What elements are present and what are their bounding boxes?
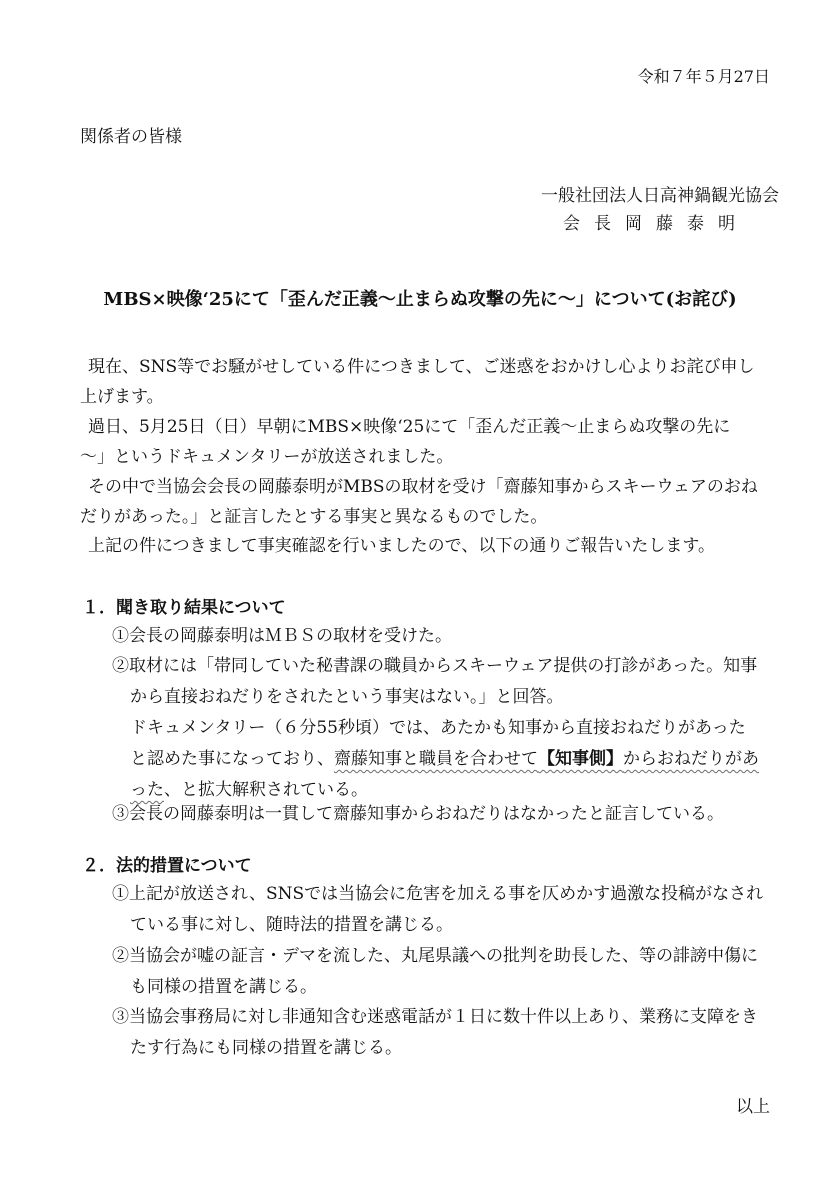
section-2-item-2-line-2: も同様の措置を講じる。 xyxy=(130,977,317,997)
intro-paragraph-3 xyxy=(80,472,765,532)
section-1-item-3-text: ③会長の岡藤泰明は一貫して齋藤知事からおねだりはなかったと証言している。 xyxy=(112,804,724,824)
closing-remark: 以上 xyxy=(736,1097,770,1117)
section-1-item-2-line-2: から直接おねだりをされたという事実はない。」と回答。 xyxy=(130,687,564,707)
emphasis-underlined-part-a: 齋藤知事と職員を合わせて xyxy=(334,749,538,769)
intro-paragraph-3-line-2: だりがあった。」と証言したとする事実と異なるものでした。 xyxy=(80,507,548,527)
intro-paragraph-3-line-1: その中で当協会会長の岡藤泰明がMBSの取材を受け「齋藤知事からスキーウェアのおね xyxy=(88,477,758,497)
addressee: 関係者の皆様 xyxy=(80,127,182,147)
sender-organization: 一般社団法人日高神鍋観光協会 xyxy=(541,186,779,206)
intro-paragraph-4-line-1: 上記の件につきまして事実確認を行いましたので、以下の通りご報告いたします。 xyxy=(88,536,715,556)
section-2-item-3 xyxy=(112,1002,772,1064)
intro-paragraph-2-line-2: ～」というドキュメンタリーが放送されました。 xyxy=(80,447,454,467)
section-2-item-3-line-2: たす行為にも同様の措置を講じる。 xyxy=(130,1038,402,1058)
section-2-item-3-line-1: ③当協会事務局に対し非通知含む迷惑電話が１日に数十件以上あり、業務に支障をき xyxy=(112,1007,758,1027)
section-2-item-2 xyxy=(112,941,772,1003)
section-1-item-2-line-1: ②取材には「帯同していた秘書課の職員からスキーウェア提供の打診があった。知事 xyxy=(112,656,758,676)
section-2-item-1 xyxy=(112,879,772,941)
intro-paragraph-1-line-1: 現在、SNS等でお騒がせしている件につきまして、ご迷惑をおかけし心よりお詫び申し xyxy=(88,357,755,377)
section-1-item-2-line-3: ドキュメンタリー（６分55秒頃）では、あたかも知事から直接おねだりがあった xyxy=(130,718,746,738)
section-1-item-1-text: ①会長の岡藤泰明はＭＢＳの取材を受けた。 xyxy=(112,626,452,646)
document-date: 令和７年５月27日 xyxy=(637,67,770,86)
section-1-item-2-line-4 xyxy=(112,744,772,775)
section-1-heading: １．聞き取り結果について xyxy=(82,598,286,618)
section-2-item-1-line-1: ①上記が放送され、SNSでは当協会に危害を加える事を仄めかす過激な投稿がなされ xyxy=(112,884,764,904)
intro-paragraph-1 xyxy=(80,352,765,412)
section-1-item-2 xyxy=(112,651,772,806)
section-1-item-2-line-5-plain: 、と拡大解釈されている。 xyxy=(164,780,368,800)
intro-paragraph-4 xyxy=(80,531,765,561)
sender-signer: 会長岡藤泰明 xyxy=(563,214,749,234)
emphasis-underlined-part-b: からおねだりがあ xyxy=(623,749,759,769)
section-2-heading: ２．法的措置について xyxy=(82,856,252,876)
section-1-item-1 xyxy=(112,621,772,652)
emphasis-bold-governor-side: 【知事側】 xyxy=(538,749,623,769)
emphasis-underlined-tail: った xyxy=(130,780,164,800)
document-title: MBS×映像‘25にて「歪んだ正義～止まらぬ攻撃の先に～」について(お詫び) xyxy=(103,289,737,310)
intro-paragraph-1-line-2: 上げます。 xyxy=(80,387,164,407)
section-1-item-2-line-4-plain: と認めた事になっており、 xyxy=(130,749,334,769)
intro-paragraph-2 xyxy=(80,412,765,472)
section-1-item-3 xyxy=(112,799,772,830)
emphasis-underlined-text xyxy=(334,749,759,769)
section-2-item-1-line-2: ている事に対し、随時法的措置を講じる。 xyxy=(130,915,453,935)
section-2-item-2-line-1: ②当協会が嘘の証言・デマを流した、丸尾県議への批判を助長した、等の誹謗中傷に xyxy=(112,946,758,966)
intro-paragraph-2-line-1: 過日、5月25日（日）早朝にMBS×映像‘25にて「歪んだ正義～止まらぬ攻撃の先に xyxy=(88,417,731,437)
